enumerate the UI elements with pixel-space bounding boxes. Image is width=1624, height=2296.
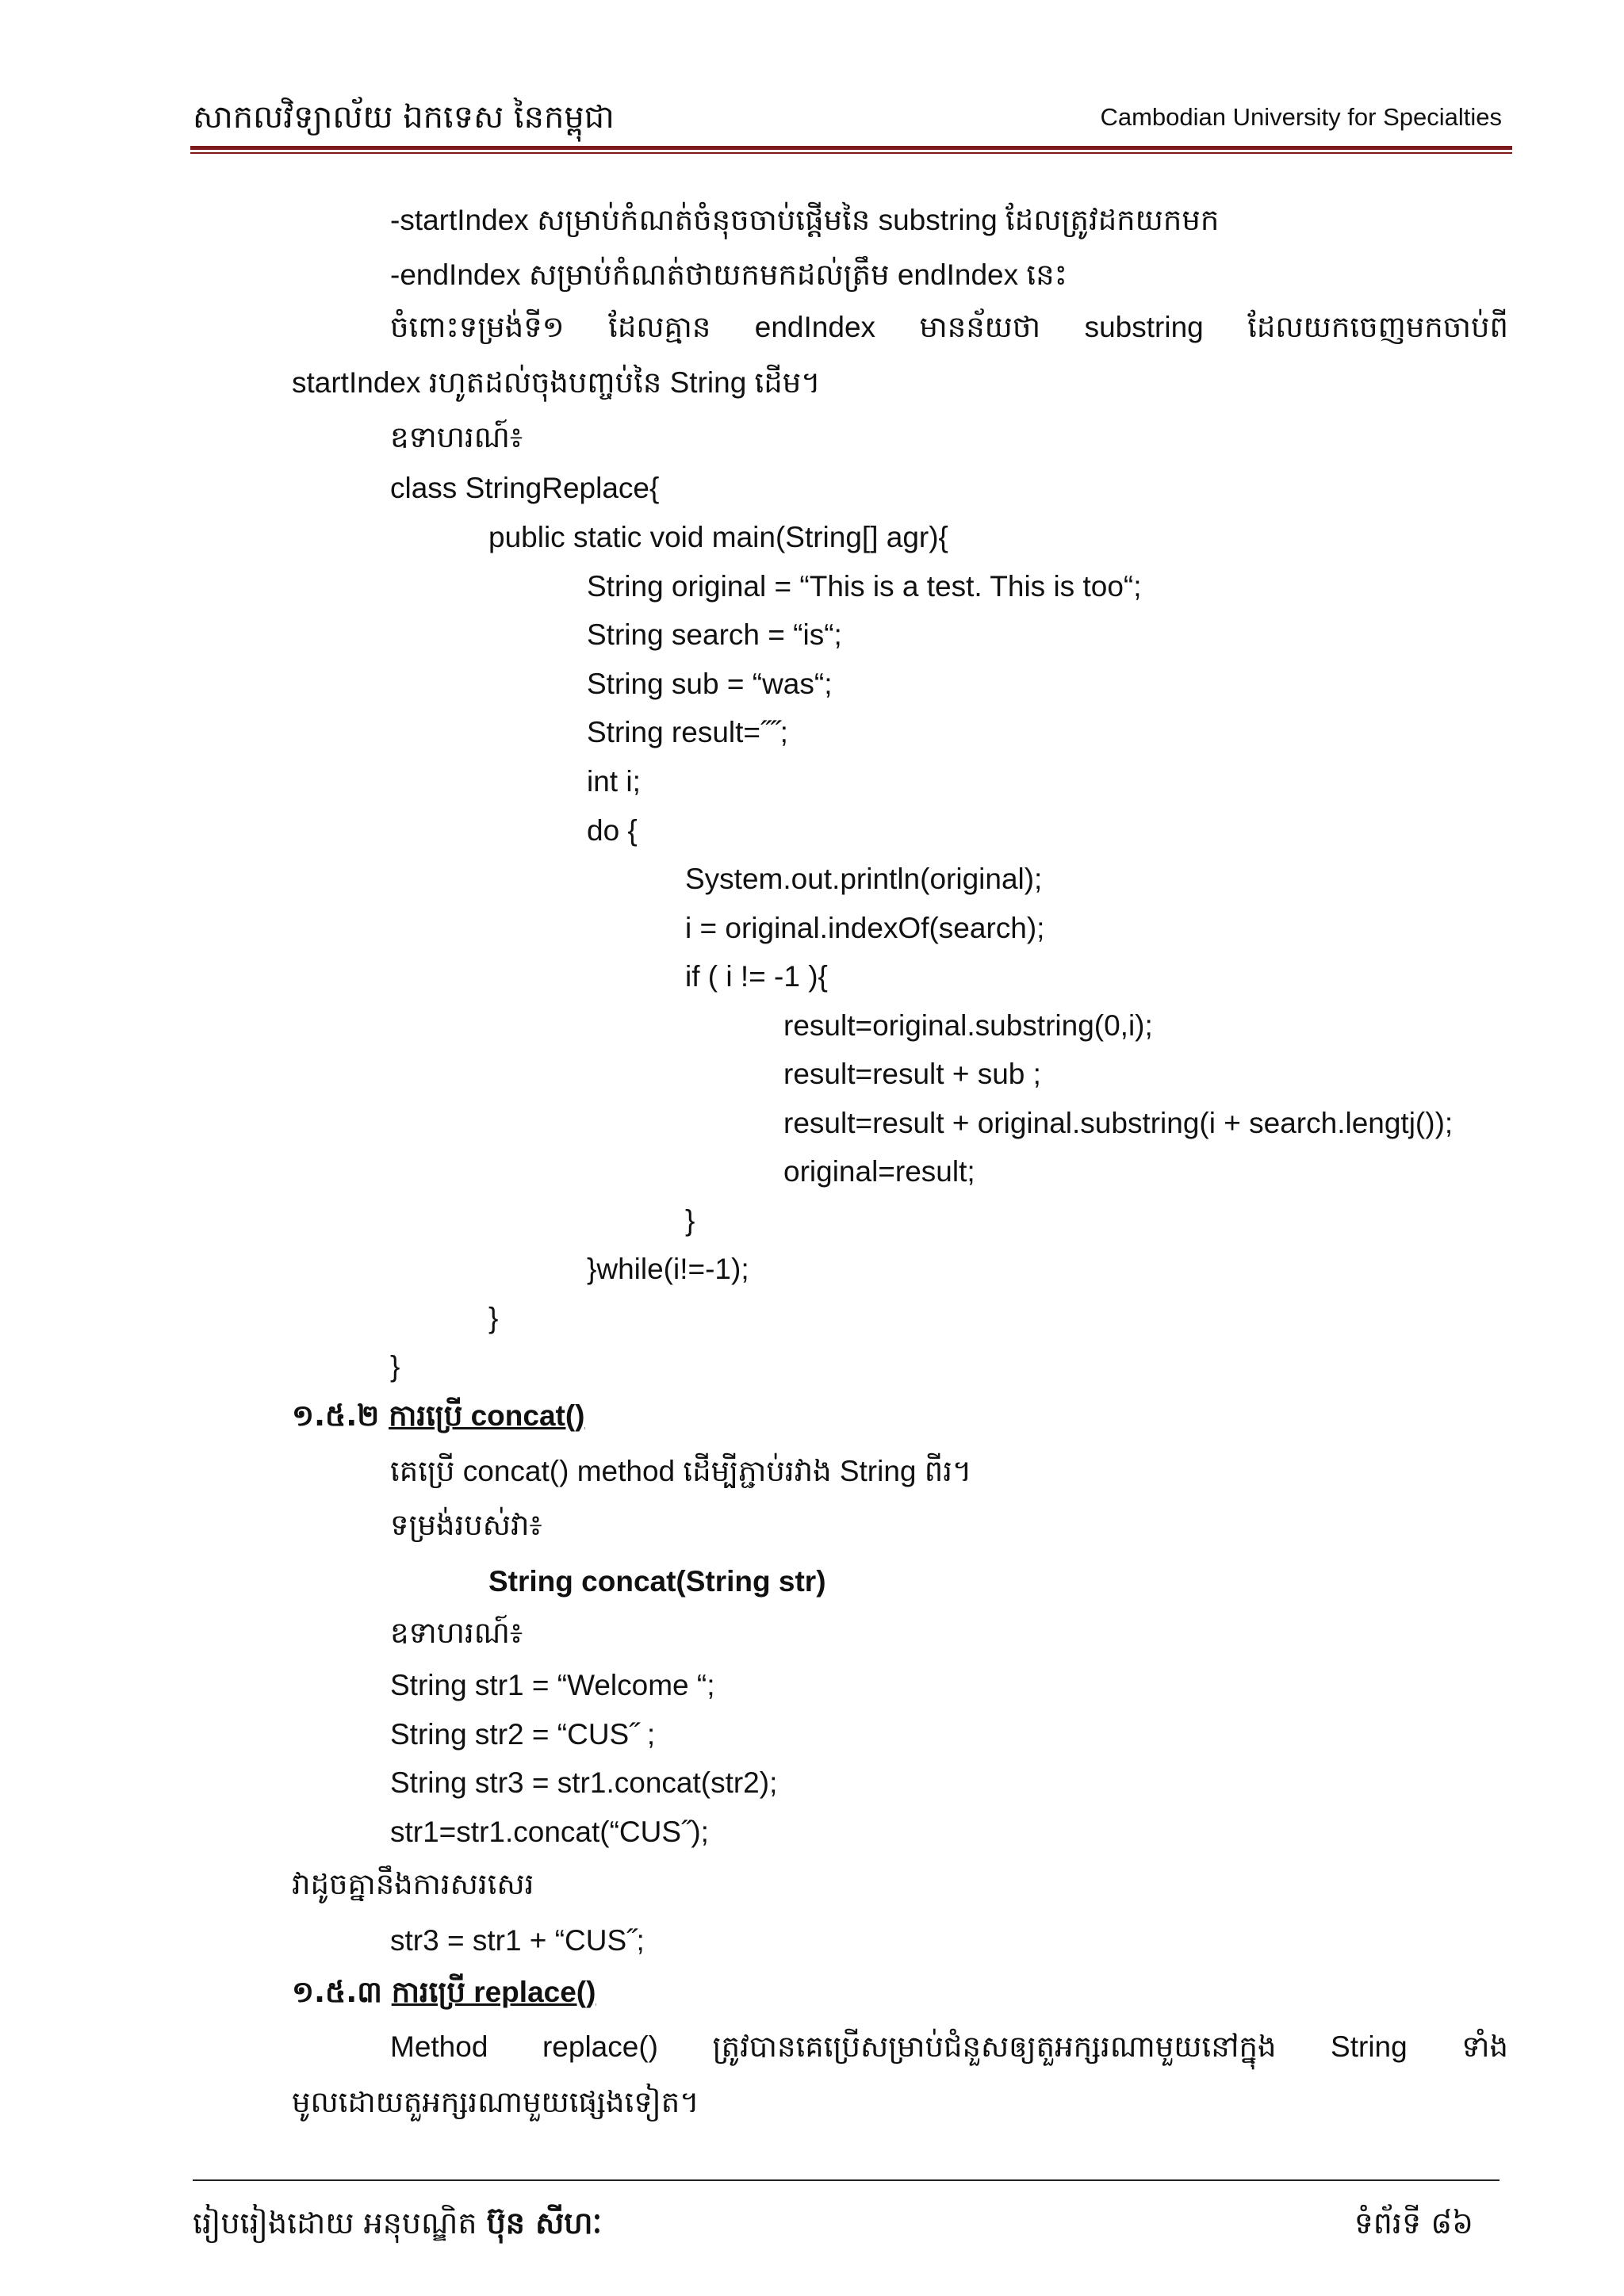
concat-description: គេប្រើ concat() method ដើម្បីភ្ជាប់រវាង String ពីរ។: [390, 1455, 972, 1487]
code-line: String str2 = “CUS˝ ;: [390, 1718, 656, 1751]
code-line: public static void main(String[] agr){: [488, 521, 948, 553]
code-line: int i;: [587, 765, 641, 798]
example-label-1: ឧទាហរណ៍៖: [390, 420, 523, 454]
header-rule-thin: [190, 152, 1512, 154]
text-line-form1: ចំពោះទម្រង់ទី១ ដែលគ្មាន endIndex មានន័យថា substring ដែលយកចេញមកចាប់ពី: [390, 311, 1508, 343]
section-title: ការប្រើ concat(): [389, 1399, 585, 1432]
code-line: class StringReplace{: [390, 472, 660, 504]
code-line: }while(i!=-1);: [587, 1253, 749, 1285]
code-line: }: [390, 1350, 400, 1383]
footer-author-name: ប៊ុន សីហៈ: [486, 2206, 603, 2241]
footer-rule: [193, 2179, 1500, 2181]
example-label-2: ឧទាហរណ៍៖: [390, 1616, 523, 1650]
code-line: String search = “is“;: [587, 618, 842, 651]
code-line: do {: [587, 814, 638, 847]
text-line-endindex: -endIndex សម្រាប់កំណត់ថាយកមកដល់ត្រឹម endIndex នេះ: [390, 258, 1067, 291]
code-line: i = original.indexOf(search);: [685, 912, 1045, 944]
code-line: String str1 = “Welcome “;: [390, 1669, 715, 1701]
replace-description: Method replace() ត្រូវបានគេប្រើសម្រាប់ជំនួសឲ្យតួអក្សរណាមួយនៅក្នុង String ទាំង: [390, 2030, 1508, 2063]
code-line: String result=˝˝;: [587, 716, 788, 748]
code-line: System.out.println(original);: [685, 863, 1043, 895]
section-heading-concat: [292, 1397, 585, 1435]
code-line: result=original.substring(0,i);: [783, 1009, 1153, 1042]
section-heading-replace: [292, 1973, 596, 2011]
form-label: ទម្រង់របស់វា៖: [390, 1508, 542, 1542]
footer-author: [193, 2204, 602, 2248]
section-title: ការប្រើ replace(): [391, 1976, 596, 2008]
code-line: String str3 = str1.concat(str2);: [390, 1766, 778, 1799]
code-line: String sub = “was“;: [587, 668, 833, 700]
footer-author-prefix: រៀបរៀងដោយ អនុបណ្ឌិត: [193, 2206, 477, 2241]
code-line: }: [488, 1302, 499, 1334]
header-university-english: Cambodian University for Specialties: [1100, 103, 1502, 131]
replace-description-cont: មូលដោយតួអក្សរណាមួយផ្សេងទៀត។: [292, 2085, 699, 2119]
code-line: str1=str1.concat(“CUS˝);: [390, 1816, 709, 1848]
footer-page-number: ទំព័រទី ៨៦: [1354, 2206, 1473, 2241]
header-university-khmer: សាកលវិទ្យាល័យ ឯកទេស នៃកម្ពុជា: [193, 99, 615, 136]
text-line-form1-cont: startIndex រហូតដល់ចុងបញ្ចប់នៃ String ដើម។: [292, 366, 821, 399]
same-as-text: វាដូចគ្នានឹងការសរសេរ: [292, 1867, 534, 1901]
concat-signature: String concat(String str): [488, 1565, 826, 1598]
text-line-startindex: -startIndex សម្រាប់កំណត់ចំនុចចាប់ផ្តើមនៃ substring ដែលត្រូវដកយកមក: [390, 204, 1220, 236]
code-line: if ( i != -1 ){: [685, 960, 828, 993]
code-line: result=result + original.substring(i + search.lengtj());: [783, 1107, 1454, 1139]
code-line: result=result + sub ;: [783, 1058, 1041, 1090]
section-number: ១.៥.៣: [292, 1975, 382, 2009]
code-line: str3 = str1 + “CUS˝;: [390, 1924, 645, 1957]
code-line: String original = “This is a test. This is too“;: [587, 570, 1142, 603]
code-line: original=result;: [783, 1155, 975, 1188]
header-rule: [190, 146, 1512, 150]
section-number: ១.៥.២: [292, 1399, 380, 1433]
code-line: }: [685, 1204, 695, 1237]
